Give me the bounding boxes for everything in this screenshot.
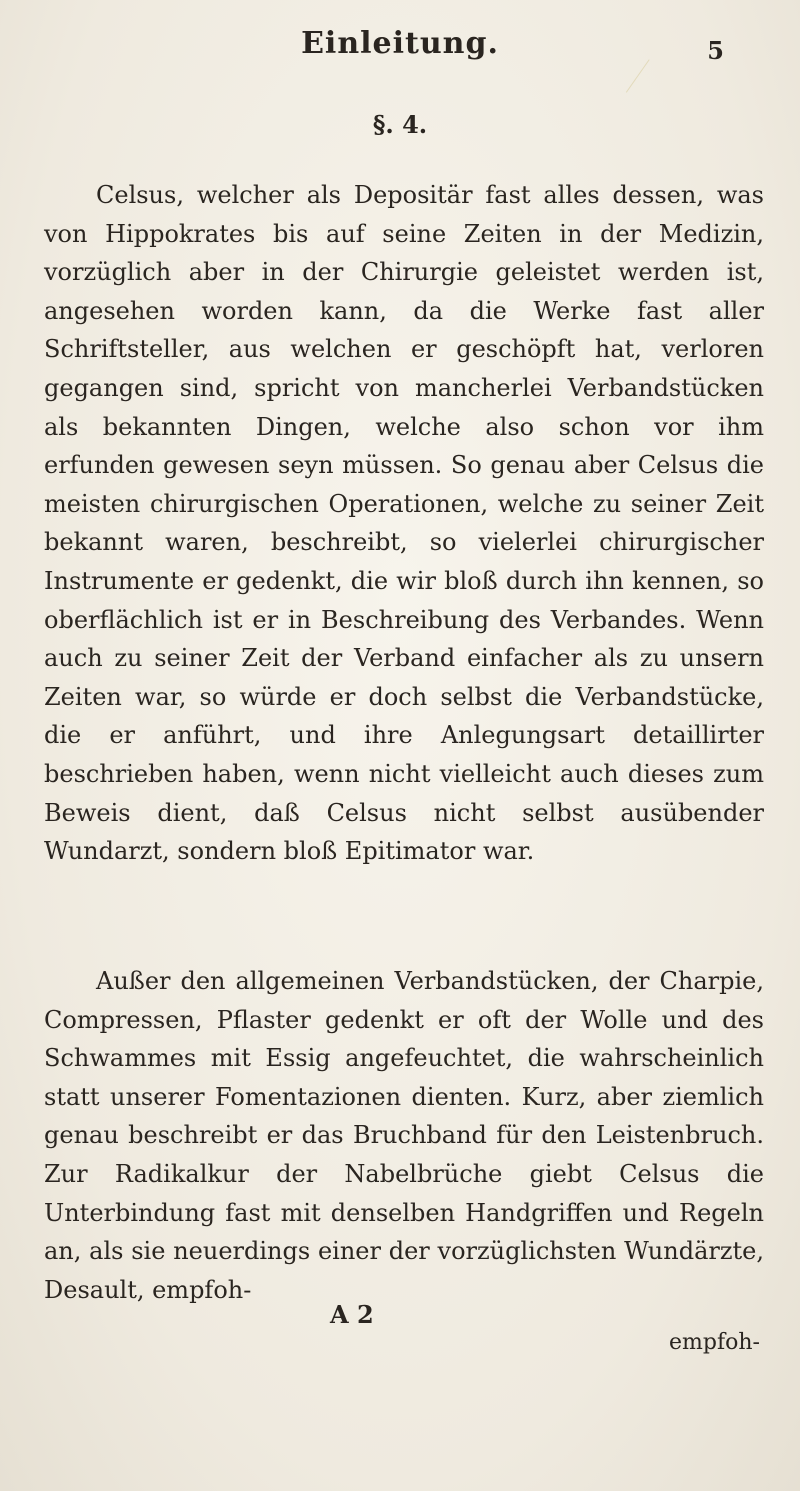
signature-mark: A 2 bbox=[330, 1300, 374, 1329]
paragraph-2: Außer den allgemeinen Verbandstücken, der Charpie, Compressen, Pflaster gedenkt er oft der Wolle und des Schwammes mit Essig angefeuchtet, die wahrscheinlich statt unserer Fomentazionen dienten. Kurz, aber ziemlich genau beschreibt er das Bruchband für den Leistenbruch. Zur Radikalkur der Nabelbrüche giebt Celsus die Unterbindung fast mit denselben Handgriffen und Regeln an, als sie neuerdings einer der vorzüglichsten Wundärzte, Desault, empfoh- bbox=[44, 967, 764, 1304]
running-title: Einleitung. bbox=[301, 26, 499, 61]
catchword: empfoh- bbox=[669, 1330, 760, 1355]
paragraph-1: Celsus, welcher als Depositär fast alles dessen, was von Hippokrates bis auf seine Zeiten in der Medizin, vorzüglich aber in der Chirurgie geleistet werden ist, angesehen worden kann, da die Werke fast aller Schriftsteller, aus welchen er geschöpft hat, verloren gegangen sind, spricht von mancherlei Verbandstücken als bekannten Dingen, welche also schon vor ihm erfunden gewesen seyn müssen. So genau aber Celsus die meisten chirurgischen Operationen, welche zu seiner Zeit bekannt waren, beschreibt, so vielerlei chirurgischer Instrumente er gedenkt, die wir bloß durch ihn kennen, so oberflächlich ist er in Beschreibung des Verbandes. Wenn auch zu seiner Zeit der Verband einfacher als zu unsern Zeiten war, so würde er doch selbst die Verbandstücke, die er anführt, und ihre Anlegungsart detaillirter beschrieben haben, wenn nicht vielleicht auch dieses zum Beweis dient, daß Celsus nicht selbst ausübender Wundarzt, sondern bloß Epitimator war. bbox=[44, 181, 764, 866]
page-number: 5 bbox=[707, 36, 724, 65]
section-number: §. 4. bbox=[372, 110, 428, 139]
running-head bbox=[0, 18, 800, 68]
